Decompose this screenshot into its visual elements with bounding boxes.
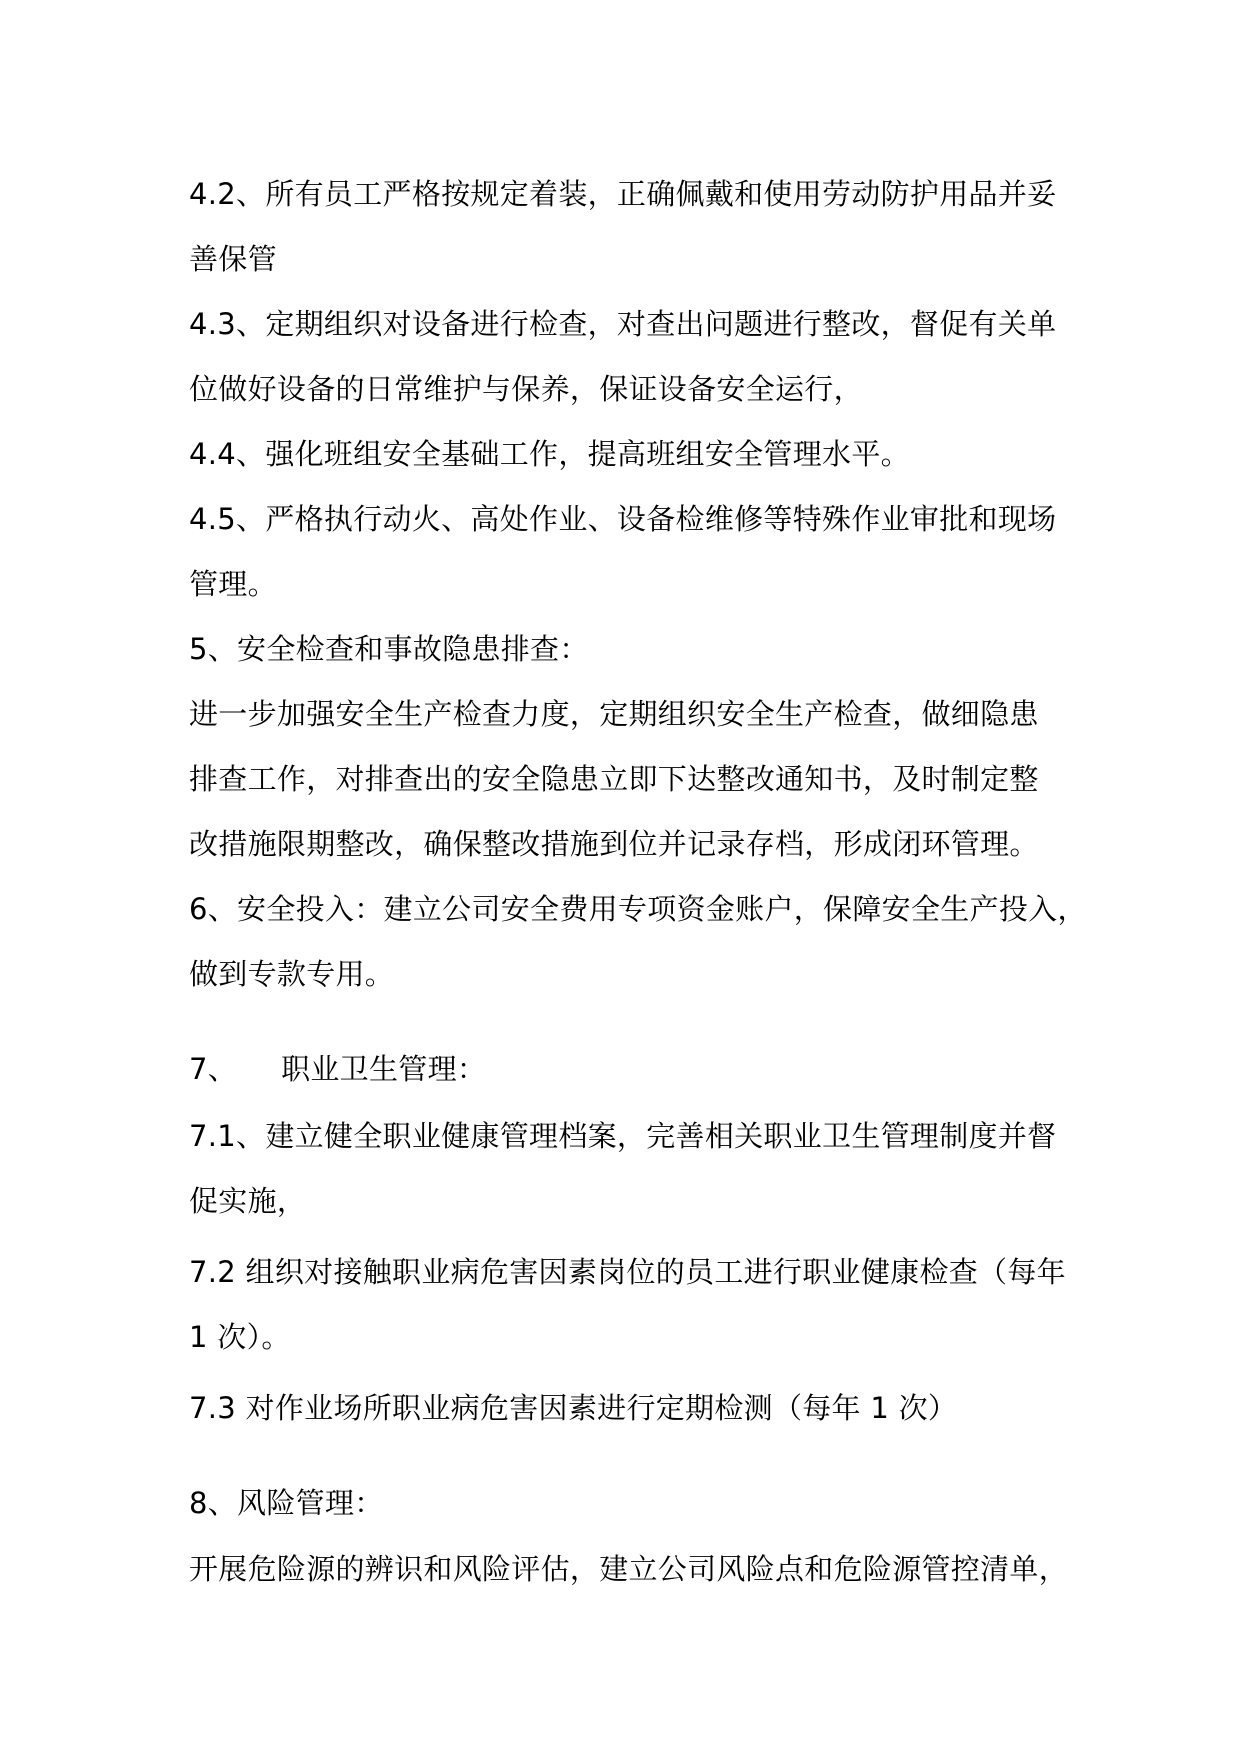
text-line-4-3-cont: 位做好设备的日常维护与保养，保证设备安全运行， bbox=[189, 372, 863, 406]
text-line-4-5-cont: 管理。 bbox=[189, 567, 277, 601]
text-line-5-body-3: 改措施限期整改，确保整改措施到位并记录存档，形成闭环管理。 bbox=[189, 827, 1039, 861]
text-line-7-1-cont: 促实施， bbox=[189, 1184, 307, 1218]
section-heading-7 bbox=[189, 1049, 486, 1089]
section-number-7: 7、 bbox=[189, 1052, 238, 1086]
text-line-8-body: 开展危险源的辨识和风险评估，建立公司风险点和危险源管控清单， bbox=[189, 1552, 1069, 1586]
text-line-5-body-1: 进一步加强安全生产检查力度，定期组织安全生产检查，做细隐患 bbox=[189, 697, 1039, 731]
text-line-6: 6、安全投入：建立公司安全费用专项资金账户，保障安全生产投入， bbox=[189, 892, 1087, 926]
section-heading-8: 8、风险管理： bbox=[189, 1486, 384, 1520]
text-line-7-1: 7.1、建立健全职业健康管理档案，完善相关职业卫生管理制度并督 bbox=[189, 1119, 1057, 1153]
text-line-7-3: 7.3 对作业场所职业病危害因素进行定期检测（每年 1 次） bbox=[189, 1391, 958, 1425]
text-line-4-3: 4.3、定期组织对设备进行检查，对查出问题进行整改，督促有关单 bbox=[189, 307, 1057, 341]
text-line-4-5: 4.5、严格执行动火、高处作业、设备检维修等特殊作业审批和现场 bbox=[189, 502, 1057, 536]
text-line-7-2-cont: 1 次）。 bbox=[189, 1320, 291, 1354]
text-line-5-body-2: 排查工作，对排查出的安全隐患立即下达整改通知书，及时制定整 bbox=[189, 762, 1039, 796]
text-line-6-cont: 做到专款专用。 bbox=[189, 957, 395, 991]
text-line-4-2-cont: 善保管 bbox=[189, 242, 277, 276]
text-line-4-4: 4.4、强化班组安全基础工作，提高班组安全管理水平。 bbox=[189, 437, 910, 471]
text-line-4-2: 4.2、所有员工严格按规定着装，正确佩戴和使用劳动防护用品并妥 bbox=[189, 177, 1057, 211]
section-title-7: 职业卫生管理： bbox=[281, 1052, 487, 1086]
text-line-7-2: 7.2 组织对接触职业病危害因素岗位的员工进行职业健康检查（每年 bbox=[189, 1255, 1066, 1289]
section-heading-5: 5、安全检查和事故隐患排查： bbox=[189, 632, 589, 666]
